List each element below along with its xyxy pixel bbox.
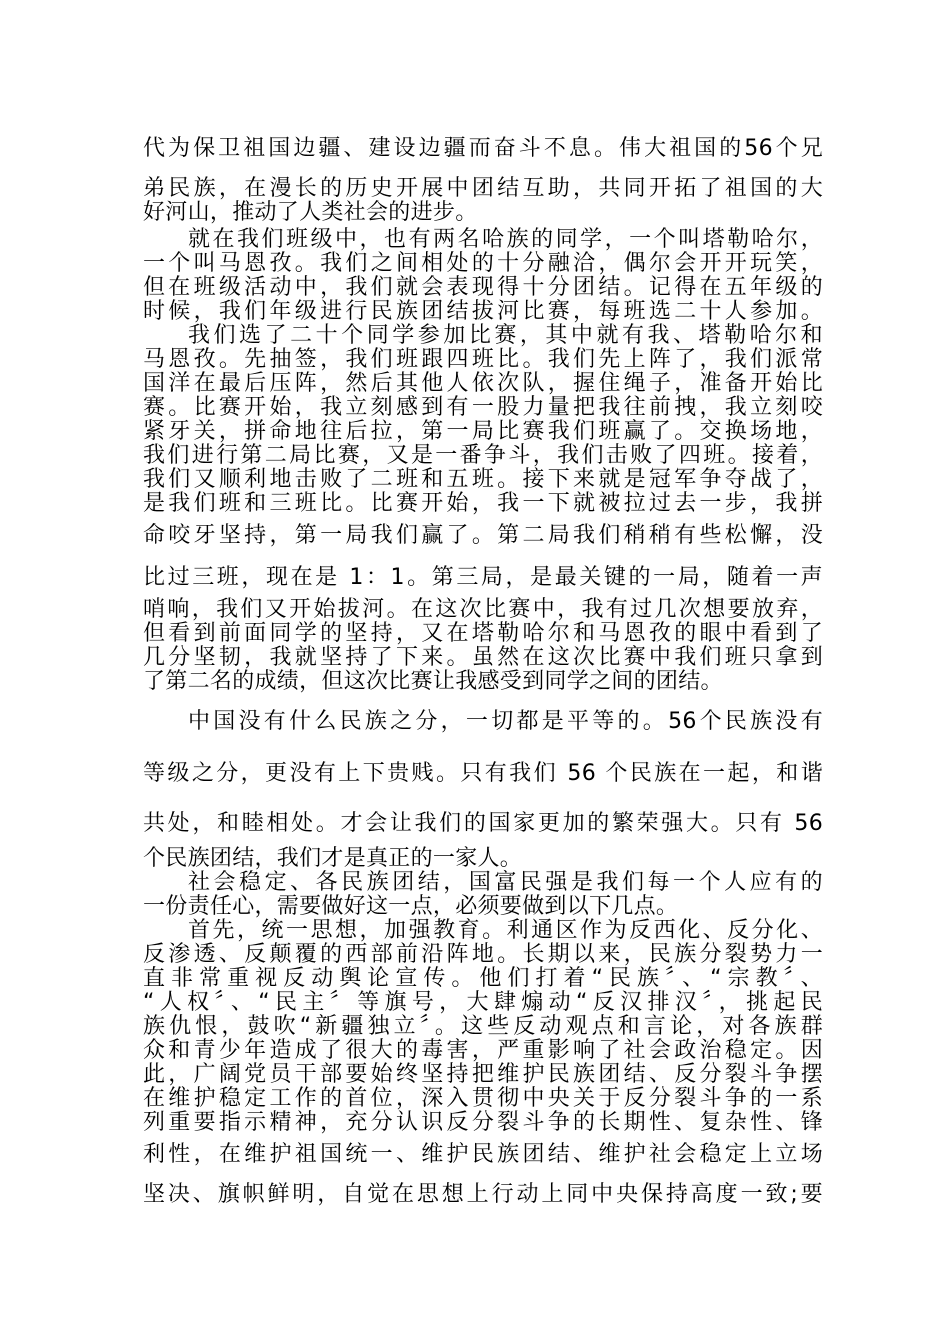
text-line: 众和青少年造成了很大的毒害，严重影响了社会政治稳定。因: [143, 1038, 823, 1063]
text-line: 直非常重视反动舆论宣传。他们打着“民族〞、“宗教〞、: [143, 966, 823, 991]
text-line: 几分坚韧，我就坚持了下来。虽然在这次比赛中我们班只拿到: [143, 645, 823, 670]
text-line: 坚决、旗帜鲜明，自觉在思想上行动上同中央保持高度一致;要: [143, 1182, 823, 1207]
text-line: 我们选了二十个同学参加比赛，其中就有我、塔勒哈尔和: [188, 323, 823, 348]
text-line: 列重要指示精神，充分认识反分裂斗争的长期性、复杂性、锋: [143, 1110, 823, 1135]
text-line: 反渗透、反颠覆的西部前沿阵地。长期以来，民族分裂势力一: [143, 942, 823, 967]
text-line: 了第二名的成绩，但这次比赛让我感受到同学之间的团结。: [143, 669, 723, 694]
text-line: 比过三班，现在是 1：1。第三局，是最关键的一局，随着一声: [143, 565, 823, 590]
text-line: 好河山，推动了人类社会的进步。: [143, 200, 478, 225]
text-line: 弟民族，在漫长的历史开展中团结互助，共同开拓了祖国的大: [143, 176, 823, 201]
text-line: 代为保卫祖国边疆、建设边疆而奋斗不息。伟大祖国的56个兄: [143, 136, 823, 161]
text-line: 但看到前面同学的坚持，又在塔勒哈尔和马恩孜的眼中看到了: [143, 621, 823, 646]
text-line: 一个叫马恩孜。我们之间相处的十分融洽，偶尔会开开玩笑，: [143, 251, 823, 276]
text-line: 族仇恨，鼓吹“新疆独立〞。这些反动观点和言论，对各族群: [143, 1014, 823, 1039]
text-line: 是我们班和三班比。比赛开始，我一下就被拉过去一步，我拼: [143, 491, 823, 516]
text-line: 个民族团结，我们才是真正的一家人。: [143, 846, 523, 871]
text-line: 哨响，我们又开始拔河。在这次比赛中，我有过几次想要放弃，: [143, 597, 823, 622]
text-line: 马恩孜。先抽签，我们班跟四班比。我们先上阵了，我们派常: [143, 347, 823, 372]
text-line: 我们进行第二局比赛，又是一番争斗，我们击败了四班。接着，: [143, 443, 823, 468]
text-line: 但在班级活动中，我们就会表现得十分团结。记得在五年级的: [143, 275, 823, 300]
text-line: 共处，和睦相处。才会让我们的国家更加的繁荣强大。只有 56: [143, 811, 823, 836]
text-line: 在维护稳定工作的首位，深入贯彻中央关于反分裂斗争的一系: [143, 1086, 823, 1111]
text-line: 就在我们班级中，也有两名哈族的同学，一个叫塔勒哈尔，: [188, 227, 823, 252]
text-line: 社会稳定、各民族团结，国富民强是我们每一个人应有的: [188, 870, 823, 895]
text-line: “人权〞、“民主〞等旗号，大肆煽动“反汉排汉〞，挑起民: [143, 990, 823, 1015]
text-line: 国洋在最后压阵，然后其他人依次队，握住绳子，准备开始比: [143, 371, 823, 396]
text-line: 一份责任心，需要做好这一点，必须要做到以下几点。: [143, 894, 679, 919]
text-line: 等级之分，更没有上下贵贱。只有我们 56 个民族在一起，和谐: [143, 761, 823, 786]
text-line: 时候，我们年级进行民族团结拔河比赛，每班选二十人参加。: [143, 299, 823, 324]
text-line: 中国没有什么民族之分，一切都是平等的。56个民族没有: [188, 709, 823, 734]
text-line: 此，广阔党员干部要始终坚持把维护民族团结、反分裂斗争摆: [143, 1062, 823, 1087]
text-line: 紧牙关，拼命地往后拉，第一局比赛我们班赢了。交换场地，: [143, 419, 823, 444]
text-line: 我们又顺利地击败了二班和五班。接下来就是冠军争夺战了，: [143, 467, 823, 492]
text-line: 利性，在维护祖国统一、维护民族团结、维护社会稳定上立场: [143, 1142, 823, 1167]
text-line: 命咬牙坚持，第一局我们赢了。第二局我们稍稍有些松懈，没: [143, 523, 823, 548]
text-line: 首先，统一思想，加强教育。利通区作为反西化、反分化、: [188, 918, 823, 943]
text-line: 赛。比赛开始，我立刻感到有一股力量把我往前拽，我立刻咬: [143, 395, 823, 420]
